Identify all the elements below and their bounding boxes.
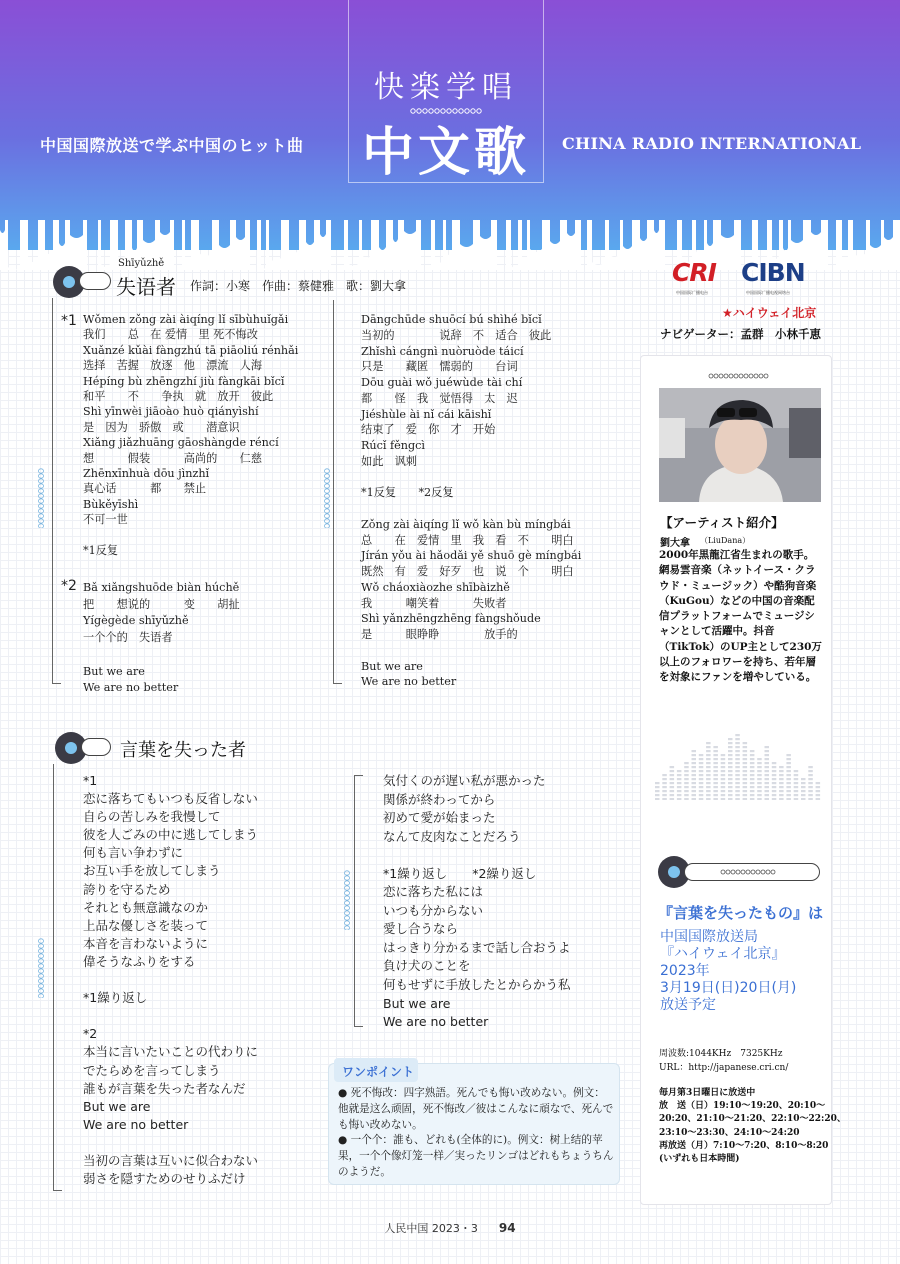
cibn-logo: CIBN [741, 258, 805, 287]
artist-name: 劉大拿 [660, 538, 690, 549]
artist-romaji: （LiuDana） [700, 536, 751, 545]
header-brand: CHINA RADIO INTERNATIONAL [562, 134, 862, 153]
frequency: 周波数:1044KHz 7325KHz [659, 1049, 783, 1059]
equalizer-decoration [655, 730, 823, 800]
lyrics-column-right: Dāngchūde shuōcí bú shìhé bǐcǐ 当初的 说辞 不 适合 彼此 Zhǐshì cángnì nuòruòde táicí 只是 藏匿 懦弱的 台词 Dōu guài wǒ juéwùde tài chí 都 怪 我 觉悟得 太 迟 Jiéshùle ài nǐ cái kāishǐ 结束了 爱 你 才 开始 Rúcǐ fěngcì 如此 讽刺 *1反复 *2反复 Zǒng zài àiqíng lǐ wǒ kàn bù míngbái 总 在 爱情 里 我 看 不 明白 Jírán yǒu ài hǎodǎi yě shuō gè míngbái 既然 有 爱 好歹 也 说 个 明白 Wǒ cháoxiàozhe shībàizhě 我 嘲笑着 失败者 Shì yǎnzhēngzhēng fàngshǒude 是 眼睁睁 放手的 But we are We are no better [361, 313, 582, 689]
header-subtitle: 中国国際放送で学ぶ中国のヒット曲 [40, 136, 304, 155]
section-pill [81, 738, 111, 756]
lyrics-column-left-2: Bǎ xiǎngshuōde biàn húchě 把 想说的 变 胡扯 Yígègède shīyǔzhě 一个个的 失语者 But we are We are no better [83, 581, 240, 695]
dot-ornament-icon [720, 869, 776, 875]
promo-body: 中国国際放送局 『ハイウェイ北京』 2023年 3月19日(日)20日(月) 放送予定 [660, 929, 797, 1013]
broadcast-schedule: 毎月第3日曜日に放送中 放 送（日）19:10～19:20、20:10～ 20:20、21:10～21:20、22:10～22:20、 23:10～23:30、24:10～24:20 再放送（月）7:10～7:20、8:10～8:20 (いずれも日本時間) [659, 1088, 846, 1165]
cibn-logo-sub: 中国国际广播电视网络台 [746, 290, 790, 295]
chain-decoration [342, 870, 352, 930]
magazine-name: 人民中国 2023・3 [384, 1222, 478, 1235]
translation-column-right: 気付くのが遅い私が悪かった 関係が終わってから 初めて愛が始まった なんて皮肉なことだろう *1繰り返し *2繰り返し 恋に落ちた私には いつも分からない 愛し合うなら はっきり分かるまで話し合おうよ 負け犬のことを 何もせずに手放したとからかう私 But we are We are no better [383, 773, 571, 1030]
navigator: ナビゲーター：孟群 小林千恵 [660, 327, 821, 341]
section-title: 言葉を失った者 [120, 740, 246, 761]
cri-logo-sub: 中国国际广播电台 [676, 290, 708, 295]
artist-photo [659, 388, 821, 502]
dot-ornament-icon [708, 372, 770, 380]
song-pinyin: Shīyǔzhě [118, 258, 165, 269]
one-point-text: ● 死不悔改：四字熟語。死んでも悔い改めない。例文：他就是这么顽固，死不悔改／彼はこんなに頑なで、死んでも悔い改めない。 ● 一个个：誰も、どれも(全体的に)。例文：树上结的苹果，一个个像灯笼一样／実ったリンゴはどれもちょうちんのようだ。 [338, 1087, 614, 1178]
lyrics-bracket [333, 300, 342, 684]
translation-column-left: *1 恋に落ちてもいつも反省しない 自らの苦しみを我慢して 彼を人ごみの中に逃してしまう 何も言い争わずに お互い手を放してしまう 誇りを守るため それとも無意識なのか 上品な優しさを装って 本音を言わないように 偉そうなふりをする *1繰り返し *2 本当に言いたいことの代わりに でたらめを言ってしまう 誰もが言葉を失った者なんだ But we are We are no better 当初の言葉は互いに似合わない 弱さを隠すためのせりふだけ [83, 773, 259, 1187]
artist-heading: 【アーティスト紹介】 [660, 515, 784, 530]
one-point-label: ワンポイント [342, 1065, 415, 1079]
lyrics-column-left-1: Wǒmen zǒng zài àiqíng lǐ sībùhuǐgǎi 我们 总 在 爱情 里 死不悔改 Xuǎnzé kǔài fàngzhú tā piāoliú rénhǎi 选择 苦握 放逐 他 漂流 人海 Hépíng bù zhēngzhí jiù fàngkāi bǐcǐ 和平 不 争执 就 放开 彼此 Shì yīnwèi jiāoào huò qiányìshí 是 因为 骄傲 或 潜意识 Xiǎng jiǎzhuāng gāoshàngde réncí 想 假装 高尚的 仁慈 Zhēnxīnhuà dōu jìnzhǐ 真心话 都 禁止 Bùkěyīshì 不可一世 *1反复 [83, 313, 299, 558]
main-title: 中文歌 [361, 122, 530, 183]
series-title: 快楽学唱 [374, 70, 518, 105]
artist-bio: 2000年黒龍江省生まれの歌手。網易雲音楽（ネットイース・クラウド・ミュージック）や酷狗音楽（KuGou）などの中国の音楽配信プラットフォームでミュージシャンとして活躍中。抖音（TikTok）のUP主として230万以上のフォロワーを持ち、若年層を対象にファンを増やしている。 [659, 549, 822, 684]
website-url: URL：http://japanese.cri.cn/ [659, 1063, 789, 1073]
page-number: 94 [498, 1221, 516, 1235]
program-name: ★ハイウェイ北京 [722, 306, 817, 320]
song-title: 失语者 [116, 275, 176, 299]
chain-decoration [36, 468, 46, 528]
chain-decoration [322, 468, 332, 528]
promo-title: 『言葉を失ったもの』は [658, 904, 824, 922]
chorus-mark: *2 [61, 578, 77, 594]
song-credits: 作詞：小寒 作曲：蔡健雅 歌：劉大拿 [190, 279, 407, 293]
lyrics-bracket [52, 298, 61, 684]
section-pill [79, 272, 111, 290]
lyrics-bracket [53, 764, 62, 1191]
cri-logo: CRI [672, 258, 716, 287]
page-footer [0, 1220, 900, 1236]
chain-decoration [36, 938, 46, 998]
chorus-mark: *1 [61, 313, 77, 329]
lyrics-bracket [354, 775, 363, 1027]
